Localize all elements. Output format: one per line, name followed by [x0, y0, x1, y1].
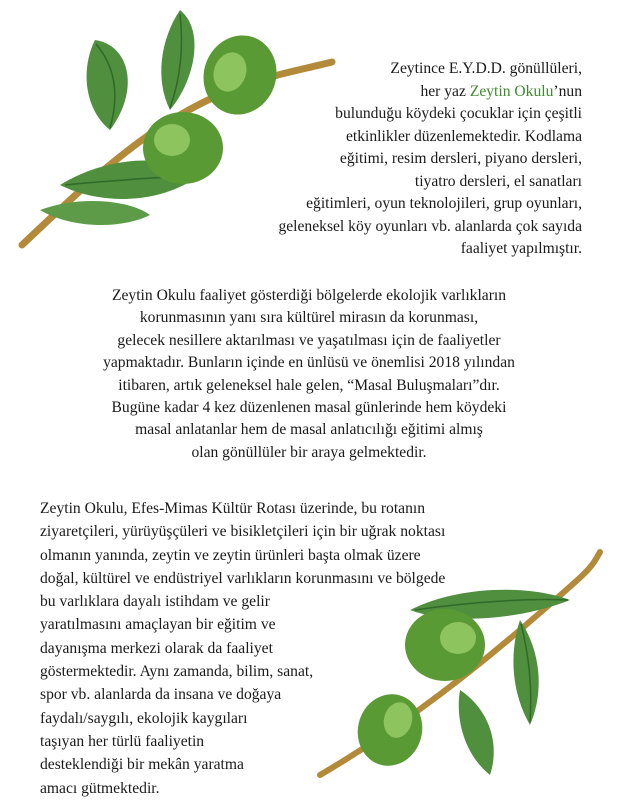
intro-line: geleneksel köy oyunları vb. alanlarda çok sayıda — [278, 217, 582, 235]
masal-line: korunmasının yanı sıra kültürel mirasın da korunması, — [139, 309, 479, 327]
rota-line: dayanışma merkezi olarak da faaliyet — [40, 639, 273, 657]
masal-line: gelecek nesillere aktarılması ve yaşatılması için de faaliyetler — [117, 331, 501, 349]
intro-line: eğitimi, resim dersleri, piyano dersleri, — [339, 150, 582, 167]
rota-line: ziyaretçileri, yürüyüşçüleri ve bisikletçileri için bir uğrak noktası — [40, 523, 446, 541]
intro-paragraph — [222, 58, 582, 261]
rota-paragraph — [40, 497, 600, 800]
rota-line: olmanın yanında, zeytin ve zeytin ürünleri başta olmak üzere — [40, 546, 421, 564]
rota-line: taşıyan her türlü faaliyetin — [40, 732, 205, 750]
intro-line: Zeytince E.Y.D.D. gönüllüleri, — [390, 60, 582, 77]
intro-line: eğitimleri, oyun teknolojileri, grup oyunları, — [306, 195, 582, 212]
rota-line: yaratılmasını amaçlayan bir eğitim ve — [40, 616, 276, 634]
intro-line: bulunduğu köydeki çocuklar için çeşitli — [335, 105, 582, 122]
rota-line: göstermektedir. Aynı zamanda, bilim, sanat, — [40, 663, 314, 681]
rota-line: Zeytin Okulu, Efes-Mimas Kültür Rotası üzerinde, bu rotanın — [40, 500, 426, 517]
intro-line: faaliyet yapılmıştır. — [460, 240, 582, 257]
intro-line: etkinlikler düzenlemektedir. Kodlama — [346, 127, 582, 145]
rota-line: amacı gütmektedir. — [40, 779, 160, 797]
masal-line: Zeytin Okulu faaliyet gösterdiği bölgelerde ekolojik varlıkların — [111, 287, 507, 304]
masal-line: Bugüne kadar 4 kez düzenlenen masal günlerinde hem köydeki — [111, 399, 507, 417]
masal-line: masal anlatanlar hem de masal anlatıcılığı eğitimi almış — [135, 421, 483, 439]
intro-line: tiyatro dersleri, el sanatları — [414, 172, 582, 190]
rota-line: spor vb. alanlarda da insana ve doğaya — [40, 686, 282, 704]
rota-line: desteklendiği bir mekân yaratma — [40, 756, 244, 774]
masal-line: olan gönüllüler bir araya gelmektedir. — [191, 443, 427, 461]
zeytin-okulu-highlight: Zeytin Okulu — [469, 82, 554, 100]
rota-line: doğal, kültürel ve endüstriyel varlıkların korunmasını ve bölgede — [40, 569, 446, 587]
rota-line: bu varlıklara dayalı istihdam ve gelir — [40, 593, 270, 611]
rota-line: faydalı/saygılı, ekolojik kaygıları — [40, 709, 248, 727]
masal-line: itibaren, artık geleneksel hale gelen, “Masal Buluşmaları”dır. — [118, 376, 500, 394]
intro-line: her yaz Zeytin Okulu’nun — [420, 82, 582, 100]
masal-paragraph — [30, 285, 588, 464]
masal-line: yapmaktadır. Bunların içinde en ünlüsü ve önemlisi 2018 yılından — [103, 354, 515, 372]
